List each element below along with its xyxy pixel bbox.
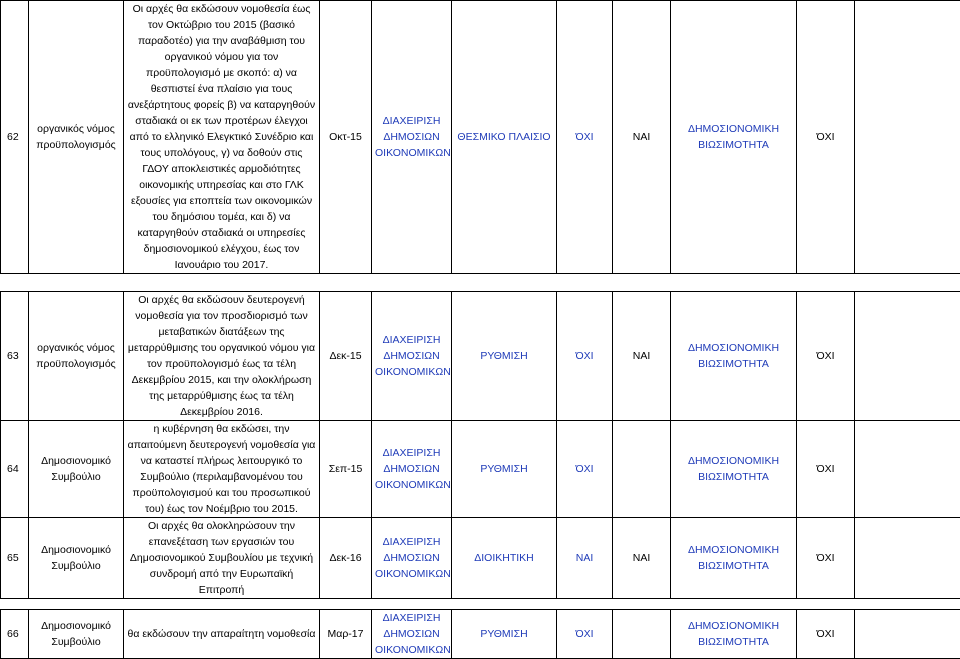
type-cell: ΡΥΘΜΙΣΗ	[452, 610, 557, 659]
subject-cell: οργανικός νόμος προϋπολογισμός	[29, 1, 124, 274]
type-cell: ΔΙΟΙΚΗΤΙΚΗ	[452, 518, 557, 599]
row-number: 66	[1, 610, 29, 659]
subject-cell: Δημοσιονομικό Συμβούλιο	[29, 610, 124, 659]
spacer-row	[1, 274, 960, 292]
flag-c-cell: ΌΧΙ	[797, 610, 855, 659]
flag-b-cell: ΝΑΙ	[613, 1, 671, 274]
deadline-cell: Δεκ-15	[320, 292, 372, 421]
category-cell: ΔΗΜΟΣΙΟΝΟΜΙΚΗ ΒΙΩΣΙΜΟΤΗΤΑ	[671, 518, 797, 599]
subject-cell: Δημοσιονομικό Συμβούλιο	[29, 518, 124, 599]
type-cell: ΡΥΘΜΙΣΗ	[452, 292, 557, 421]
table-row	[1, 1, 960, 274]
empty-cell	[855, 292, 960, 421]
empty-cell	[855, 518, 960, 599]
flag-a-cell: ΝΑΙ	[557, 518, 613, 599]
flag-c-cell: ΌΧΙ	[797, 518, 855, 599]
flag-a-cell: ΌΧΙ	[557, 292, 613, 421]
category-cell: ΔΗΜΟΣΙΟΝΟΜΙΚΗ ΒΙΩΣΙΜΟΤΗΤΑ	[671, 292, 797, 421]
table-row	[1, 421, 960, 518]
flag-b-cell	[613, 610, 671, 659]
deadline-cell: Μαρ-17	[320, 610, 372, 659]
flag-c-cell: ΌΧΙ	[797, 1, 855, 274]
subject-cell: Δημοσιονομικό Συμβούλιο	[29, 421, 124, 518]
subject-cell: οργανικός νόμος προϋπολογισμός	[29, 292, 124, 421]
area-cell: ΔΙΑΧΕΙΡΙΣΗ ΔΗΜΟΣΙΩΝ ΟΙΚΟΝΟΜΙΚΩΝ	[372, 518, 452, 599]
flag-c-cell: ΌΧΙ	[797, 421, 855, 518]
deadline-cell: Σεπ-15	[320, 421, 372, 518]
empty-cell	[855, 610, 960, 659]
deadline-cell: Οκτ-15	[320, 1, 372, 274]
empty-cell	[855, 421, 960, 518]
table-row	[1, 518, 960, 599]
description-cell: Οι αρχές θα εκδώσουν δευτερογενή νομοθεσία για τον προσδιορισμό των μεταβατικών διατάξεων της μεταρρύθμισης του οργανικού νόμου για τον προϋπολογισμό έως τα τέλη Δεκεμβρίου 2015, και την ολοκλήρωση της μεταρρύθμισης έως τα τέλη Δεκεμβρίου 2016.	[124, 292, 320, 421]
row-number: 63	[1, 292, 29, 421]
description-cell: Οι αρχές θα ολοκληρώσουν την επανεξέταση των εργασιών του Δημοσιονομικού Συμβουλίου με τεχνική συνδρομή από την Ευρωπαϊκή Επιτροπή	[124, 518, 320, 599]
description-cell: θα εκδώσουν την απαραίτητη νομοθεσία	[124, 610, 320, 659]
empty-cell	[855, 1, 960, 274]
flag-b-cell: ΝΑΙ	[613, 518, 671, 599]
area-cell: ΔΙΑΧΕΙΡΙΣΗ ΔΗΜΟΣΙΩΝ ΟΙΚΟΝΟΜΙΚΩΝ	[372, 292, 452, 421]
table-row	[1, 610, 960, 659]
row-number: 65	[1, 518, 29, 599]
row-number: 64	[1, 421, 29, 518]
table-row	[1, 292, 960, 421]
type-cell: ΡΥΘΜΙΣΗ	[452, 421, 557, 518]
area-cell: ΔΙΑΧΕΙΡΙΣΗ ΔΗΜΟΣΙΩΝ ΟΙΚΟΝΟΜΙΚΩΝ	[372, 1, 452, 274]
flag-c-cell: ΌΧΙ	[797, 292, 855, 421]
spacer-row	[1, 599, 960, 610]
spacer-cell	[1, 274, 960, 292]
flag-b-cell: ΝΑΙ	[613, 292, 671, 421]
description-cell: Οι αρχές θα εκδώσουν νομοθεσία έως τον Οκτώβριο του 2015 (βασικό παραδοτέο) για την αναβάθμιση του οργανικού νόμου για τον προϋπολογισμό με σκοπό: α) να θεσπιστεί ένα πλαίσιο για τους ανεξάρτητους φορείς β) να καταργηθούν σταδιακά οι εκ των προτέρων έλεγχοι από το ελληνικό Ελεγκτικό Συνέδριο και τους υπολόγους, γ) να δοθούν στις ΓΔΟΥ αποκλειστικές αρμοδιότητες οικονομικής υπηρεσίας και στο ΓΛΚ εξουσίες για εποπτεία των οικονομικών του δημόσιου τομέα, και δ) να καταργηθούν σταδιακά οι υπηρεσίες δημοσιονομικού ελέγχου, έως τον Ιανουάριο του 2017.	[124, 1, 320, 274]
category-cell: ΔΗΜΟΣΙΟΝΟΜΙΚΗ ΒΙΩΣΙΜΟΤΗΤΑ	[671, 610, 797, 659]
row-number: 62	[1, 1, 29, 274]
description-cell: η κυβέρνηση θα εκδώσει, την απαιτούμενη δευτερογενή νομοθεσία για να καταστεί πλήρως λειτουργικό το Συμβούλιο (περιλαμβανομένου του προϋπολογισμού και του προσωπικού του) έως τον Νοέμβριο του 2015.	[124, 421, 320, 518]
area-cell: ΔΙΑΧΕΙΡΙΣΗ ΔΗΜΟΣΙΩΝ ΟΙΚΟΝΟΜΙΚΩΝ	[372, 421, 452, 518]
flag-a-cell: ΌΧΙ	[557, 610, 613, 659]
flag-a-cell: ΌΧΙ	[557, 1, 613, 274]
deadline-cell: Δεκ-16	[320, 518, 372, 599]
category-cell: ΔΗΜΟΣΙΟΝΟΜΙΚΗ ΒΙΩΣΙΜΟΤΗΤΑ	[671, 421, 797, 518]
area-cell: ΔΙΑΧΕΙΡΙΣΗ ΔΗΜΟΣΙΩΝ ΟΙΚΟΝΟΜΙΚΩΝ	[372, 610, 452, 659]
flag-b-cell	[613, 421, 671, 518]
type-cell: ΘΕΣΜΙΚΟ ΠΛΑΙΣΙΟ	[452, 1, 557, 274]
category-cell: ΔΗΜΟΣΙΟΝΟΜΙΚΗ ΒΙΩΣΙΜΟΤΗΤΑ	[671, 1, 797, 274]
flag-a-cell: ΌΧΙ	[557, 421, 613, 518]
spacer-cell	[1, 599, 960, 610]
